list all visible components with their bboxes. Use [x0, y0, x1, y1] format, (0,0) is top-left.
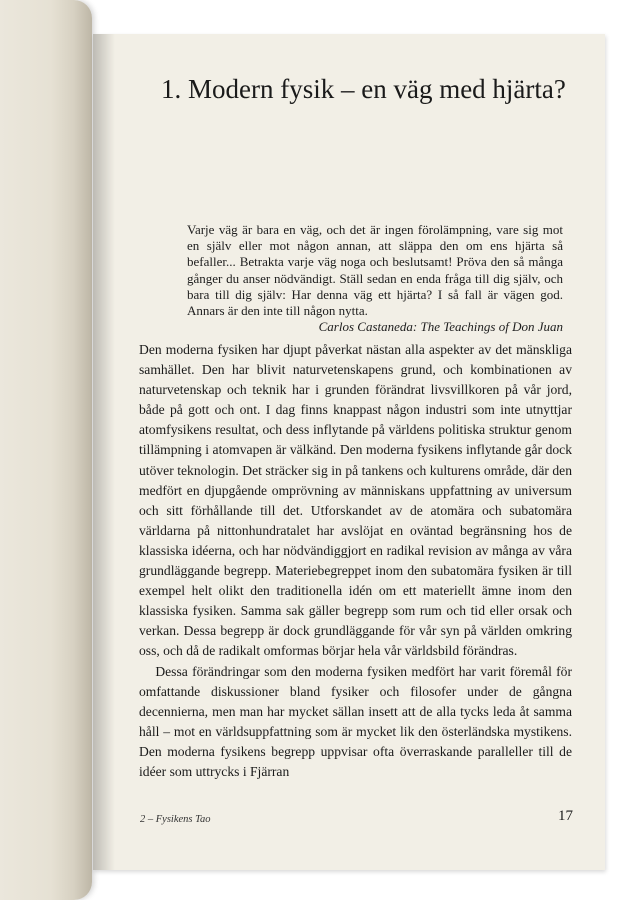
epigraph-text: Varje väg är bara en väg, och det är ingen förolämpning, vare sig mot en själv eller mot någon annan, att släppa den om ens hjärta så befaller... Betrakta varje väg noga och beslutsamt! Pröva den så många gånger du anser nödvändigt. Ställ sedan en enda fråga till dig själv, och bara till dig själv: Har denna väg ett hjärta? I så fall är vägen god. Annars är den inte till någon nytta.	[187, 222, 563, 319]
chapter-title: 1. Modern fysik – en väg med hjärta?	[161, 74, 566, 104]
epigraph	[187, 222, 563, 335]
body-paragraph-2: Dessa förändringar som den moderna fysiken medfört har varit föremål för omfattande diskussioner bland fysiker och filosofer under de gångna decennierna, men man har mycket sällan insett att de alla tycks leda åt samma håll – mot en världsuppfattning som är mycket lik den österländska mystikens. Den moderna fysikens begrepp uppvisar ofta överraskande paralleller till de idéer som uttrycks i Fjärran	[139, 663, 572, 779]
running-footer: 2 – Fysikens Tao	[140, 814, 211, 825]
book-page	[93, 34, 605, 870]
epigraph-attribution: Carlos Castaneda: The Teachings of Don Juan	[318, 319, 563, 335]
page-number: 17	[558, 808, 573, 824]
left-page-edge	[0, 0, 92, 900]
body-text	[139, 340, 572, 782]
body-paragraph-1: Den moderna fysiken har djupt påverkat nästan alla aspekter av det mänskliga samhället. Den har blivit naturvetenskapens grund, och kombinationen av naturvetenskap och teknik har i grunden förändrat livsvillkoren på vår jord, både på gott och ont. I dag finns knappast någon industri som inte utnyttjar atomfysikens resultat, och dess inflytande på världens politiska struktur genom tillämpning i atomvapen är välkänd. Den moderna fysikens inflytande går dock utöver teknologin. Det sträcker sig in på tankens och kulturens område, där den medfört en djupgående omprövning av människans uppfattning av universum och sitt förhållande till det. Utforskandet av de atomära och subatomära världarna på nittonhundratalet har avslöjat en oväntad begränsning hos de klassiska idéerna, och har nödvändiggjort en radikal revision av många av våra grundläggande begrepp. Materiebegreppet inom den subatomära fysiken är till exempel helt olikt den traditionella idén om ett materiellt ämne inom den klassiska fysiken. Samma sak gäller begrepp som rum och tid eller orsak och verkan. Dessa begrepp är dock grundläggande för vår syn på världen omkring oss, och då de radikalt omformas börjar hela vår världsbild förändras.	[139, 342, 572, 659]
page-gutter-shadow	[93, 34, 115, 870]
